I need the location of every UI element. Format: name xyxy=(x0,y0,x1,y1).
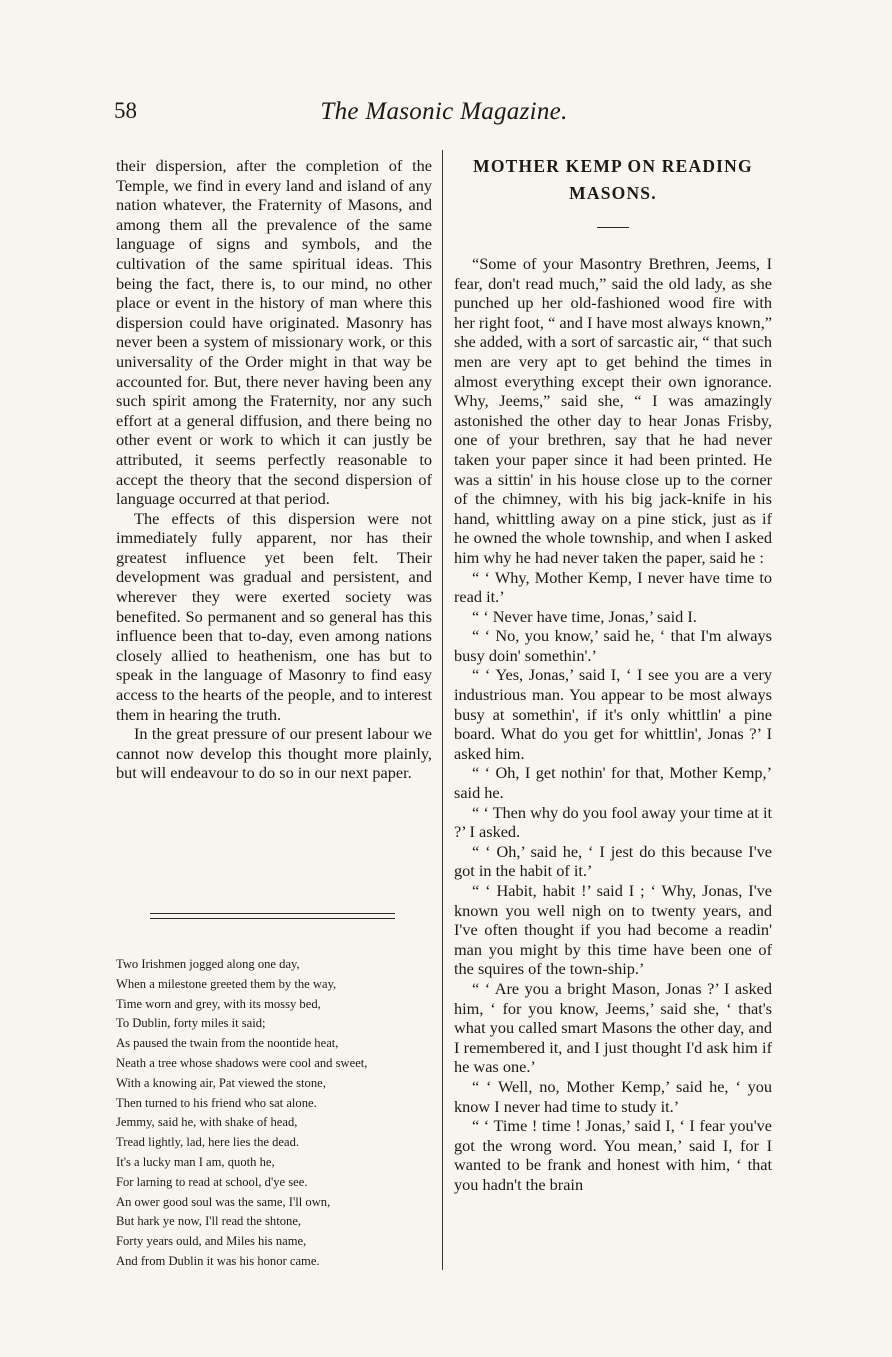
right-paragraph: “Some of your Masontry Brethren, Jeems, I fear, don't read much,” said the old lady, as she punched up her old-fashioned wood fire with her right foot, “ and I have most always known,” she added, with a sort of sarcastic air, “ that such men are very apt to get behind the times in almost everything except their own ignorance. Why, Jeems,” said she, “ I was amazingly astonished the other day to hear Jonas Frisby, one of your brethren, say that he had never taken your paper since it had been printed. He was a sittin' in his house close up to the corner of the chimney, with his big jack-knife in his hand, whittling away on a pine stick, just as if he owned the whole township, and when I asked him why he had never taken the paper, said he : xyxy=(454,254,772,567)
page-number: 58 xyxy=(114,98,137,123)
poem-line: Two Irishmen jogged along one day, xyxy=(116,957,300,971)
left-paragraph: The effects of this dispersion were not immediately fully apparent, nor has their greatest influence yet been felt. Their development was gradual and persistent, and wherever they were exerted society was benefited. So permanent and so general has this influence been that to-day, even among nations closely allied to heathenism, one has but to speak in the language of Masonry to find easy access to the hearts of the people, and to interest them in hearing the truth. xyxy=(116,508,432,724)
right-paragraph: “ ‘ Oh, I get nothin' for that, Mother Kemp,’ said he. xyxy=(454,763,772,803)
left-paragraph: their dispersion, after the completion of the Temple, we find in every land and island of any nation whatever, the Fraternity of Masons, and among them all the prevalence of the same language of signs and symbols, and the cultivation of the same spiritual ideas. This being the fact, there is, to our mind, no other place or event in the history of man where this dispersion could have originated. Masonry has never been a system of missionary work, or this universality of the Order might in that way be accounted for. But, there never having been any such spirit among the Fraternity, nor any such effort at a general diffusion, and there being no other event or work to which it can justly be attributed, it seems perfectly reasonable to accept the theory that the second dispersion of language occurred at that period. xyxy=(116,156,432,509)
left-paragraph: In the great pressure of our present labour we cannot now develop this thought more plainly, but will endeavour to do so in our next paper. xyxy=(116,724,432,783)
poem-line: With a knowing air, Pat viewed the stone, xyxy=(116,1075,326,1090)
poem-line: As paused the twain from the noontide heat, xyxy=(116,1036,339,1051)
poem-line: When a milestone greeted them by the way, xyxy=(116,976,337,991)
right-paragraph: “ ‘ No, you know,’ said he, ‘ that I'm always busy doin' somethin'.’ xyxy=(454,626,772,665)
page-header xyxy=(114,98,774,138)
right-paragraph: “ ‘ Why, Mother Kemp, I never have time to read it.’ xyxy=(454,567,772,607)
right-paragraph: “ ‘ Time ! time ! Jonas,’ said I, ‘ I fear you've got the wrong word. You mean,’ said I, for I wanted to be frank and honest with him, ‘ that you hadn't the brain xyxy=(454,1116,772,1194)
title-rule xyxy=(597,227,629,228)
poem-line: But hark ye now, I'll read the shtone, xyxy=(116,1214,302,1229)
right-column xyxy=(454,153,772,1195)
poem-line: And from Dublin it was his honor came. xyxy=(116,1253,320,1268)
right-paragraph: “ ‘ Are you a bright Mason, Jonas ?’ I asked him, ‘ for you know, Jeems,’ said she, ‘ that's what you called smart Masons the other day, and I remembered it, and I just thought I'd ask him if he was one.’ xyxy=(454,978,772,1077)
poem xyxy=(116,955,436,1272)
poem-line: Then turned to his friend who sat alone. xyxy=(116,1095,317,1110)
right-paragraph: “ ‘ Never have time, Jonas,’ said I. xyxy=(472,606,697,626)
poem-line: Forty years ould, and Miles his name, xyxy=(116,1234,307,1249)
right-paragraph: “ ‘ Oh,’ said he, ‘ I jest do this because I've got in the habit of it.’ xyxy=(454,841,772,881)
right-paragraph: “ ‘ Well, no, Mother Kemp,’ said he, ‘ you know I never had time to study it.’ xyxy=(454,1076,772,1116)
article-title: MOTHER KEMP ON READING MASONS. xyxy=(473,156,753,203)
poem-line: Tread lightly, lad, here lies the dead. xyxy=(116,1135,300,1150)
section-rule xyxy=(150,913,395,919)
right-paragraph: “ ‘ Then why do you fool away your time at it ?’ I asked. xyxy=(454,802,772,842)
poem-line: An ower good soul was the same, I'll own, xyxy=(116,1194,331,1209)
poem-line: To Dublin, forty miles it said; xyxy=(116,1016,266,1031)
poem-line: It's a lucky man I am, quoth he, xyxy=(116,1154,275,1169)
poem-line: Jemmy, said he, with shake of head, xyxy=(116,1115,298,1130)
left-column xyxy=(116,156,432,783)
column-divider xyxy=(442,150,443,1270)
poem-line: Time worn and grey, with its mossy bed, xyxy=(116,996,321,1011)
poem-line: Neath a tree whose shadows were cool and sweet, xyxy=(116,1055,368,1070)
right-paragraph: “ ‘ Yes, Jonas,’ said I, ‘ I see you are a very industrious man. You appear to be most always busy at somethin', if it's only whittlin' a pine board. What do you get for whittlin', Jonas ?’ I asked him. xyxy=(454,665,772,763)
poem-line: For larning to read at school, d'ye see. xyxy=(116,1174,308,1189)
page-title: The Masonic Magazine. xyxy=(320,98,568,125)
right-paragraph: “ ‘ Habit, habit !’ said I ; ‘ Why, Jonas, I've known you well nigh on to twenty years, and I've often thought if you had become a readin' man you might by this time have been one of the squires of the town-ship.’ xyxy=(454,881,772,979)
